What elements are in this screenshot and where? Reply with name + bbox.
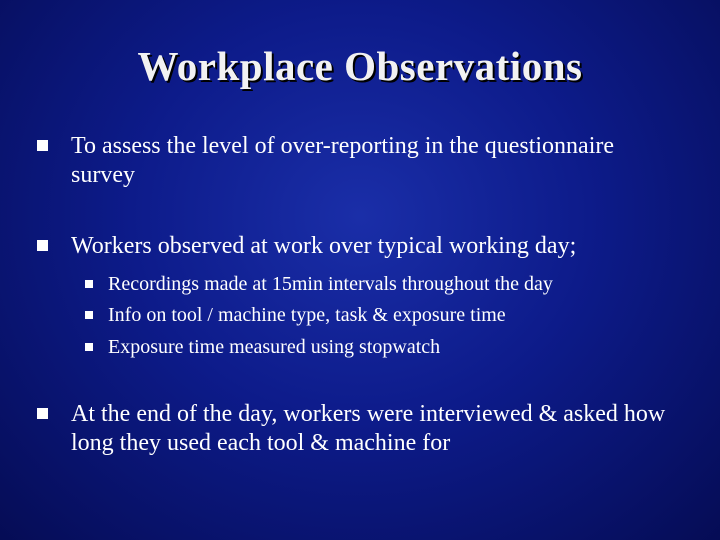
sub-bullet-item (85, 272, 685, 296)
square-bullet-icon (85, 343, 93, 351)
bullet-item (37, 132, 677, 190)
sub-bullet-item (85, 303, 685, 327)
sub-bullet-text: Exposure time measured using stopwatch (108, 336, 441, 358)
sub-bullet-text: Recordings made at 15min intervals throughout the day (108, 273, 553, 295)
square-bullet-icon (37, 140, 48, 151)
bullet-item (37, 232, 697, 261)
sub-bullet-item (85, 335, 685, 359)
square-bullet-icon (37, 408, 48, 419)
bullet-text: Workers observed at work over typical working day; (71, 233, 577, 259)
bullet-text: To assess the level of over-reporting in the questionnaire survey (71, 133, 615, 188)
sub-bullet-text: Info on tool / machine type, task & exposure time (108, 304, 506, 326)
square-bullet-icon (85, 311, 93, 319)
bullet-item (37, 400, 697, 458)
square-bullet-icon (85, 280, 93, 288)
bullet-text: At the end of the day, workers were interviewed & asked how long they used each tool & machine for (71, 401, 666, 456)
slide-title: Workplace Observations (137, 43, 583, 89)
square-bullet-icon (37, 240, 48, 251)
